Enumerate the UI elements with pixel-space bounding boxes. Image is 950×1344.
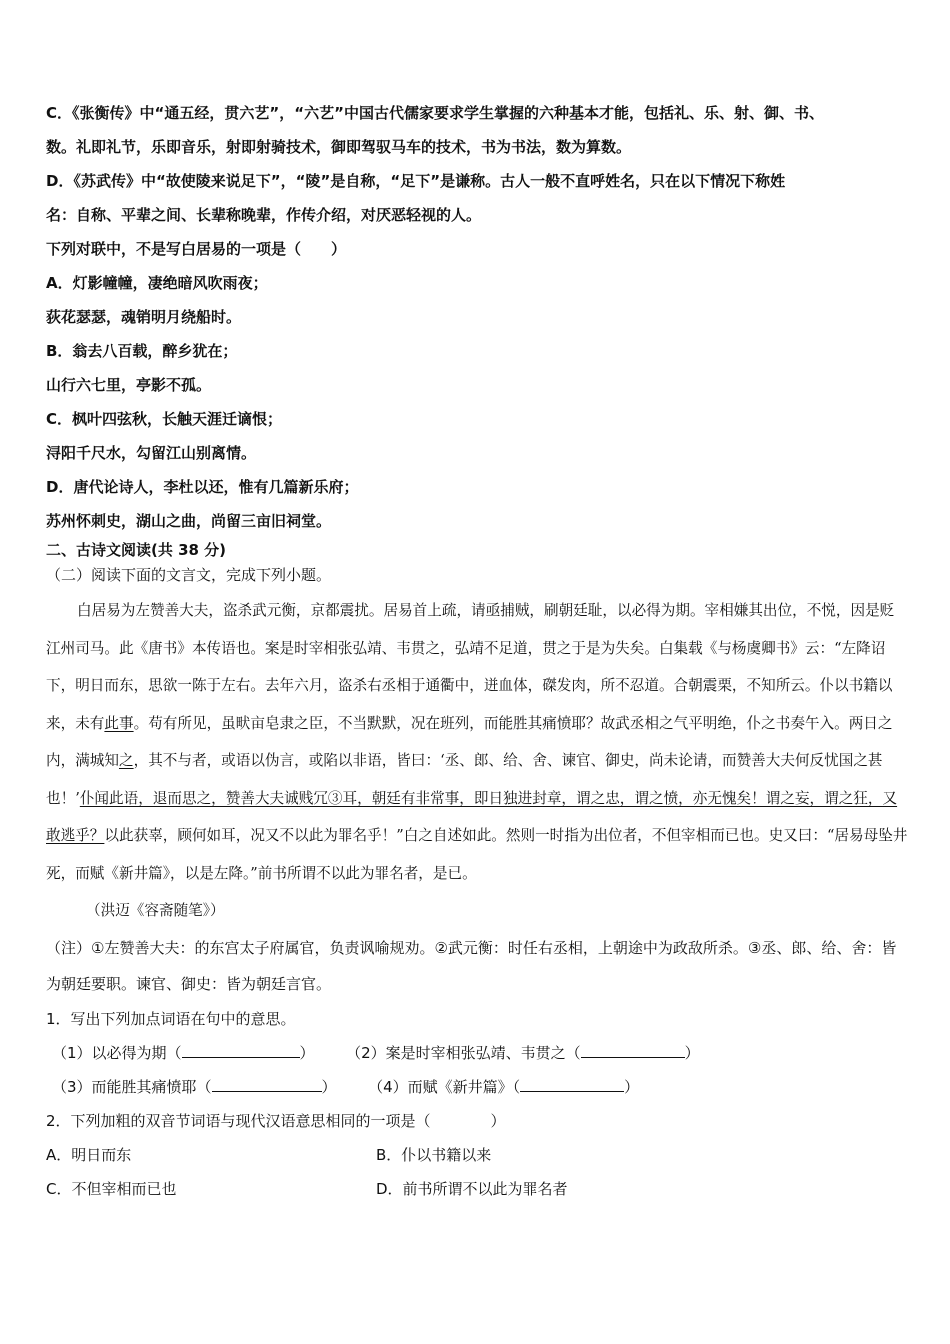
question-couplet: 下列对联中，不是写白居易的一项是（ ）	[46, 240, 347, 258]
option-d-line1: D．《苏武传》中“故使陵来说足下”，“陵”是自称，“足下”是谦称。古人一般不直呼姓名，只在以下情况下称姓	[46, 172, 786, 190]
question-2-options-row-1	[46, 1138, 908, 1172]
annotation-note: （注）①左赞善大夫：的东宫太子府属官，负责讽喻规劝。②武元衡：时任右丞相，上朝途中为政敌所杀。③丞、郎、给、舍：皆为朝廷要职。谏官、御史：皆为朝廷言官。	[46, 938, 897, 993]
q1-item-4-blank[interactable]	[520, 1077, 624, 1092]
option-c-line1: C．《张衡传》中“通五经，贯六艺”，“六艺”中国古代儒家要求学生掌握的六种基本才能，包括礼、乐、射、御、书、	[46, 104, 824, 122]
q1-item-2-text: （2）案是时宰相张弘靖、韦贯之（	[346, 1043, 581, 1062]
document-page	[46, 96, 908, 1206]
question-2-options-row-2	[46, 1172, 908, 1206]
q2-option-a[interactable]: A．明日而东	[46, 1145, 132, 1164]
underlined-sentence: 仆闻此语，退而思之，赞善大夫诚贱冗③耳，朝廷有非常事，即日独进封章，谓之忠，谓之愤，亦无愧矣！谓之妄，谓之狂，又敢逃乎？	[46, 789, 898, 844]
q1-item-2-close: ）	[684, 1043, 700, 1062]
q1-item-3-text: （3）而能胜其痛愤耶（	[52, 1077, 212, 1096]
question-1-row-1	[46, 1036, 908, 1070]
q1-item-1-blank[interactable]	[182, 1043, 300, 1058]
q1-item-3-blank[interactable]	[212, 1077, 322, 1092]
question-1-row-2	[46, 1070, 908, 1104]
subsection-title: （二）阅读下面的文言文，完成下列小题。	[46, 566, 332, 584]
couplet-c-line1: C．枫叶四弦秋，长触天涯迁谪恨；	[46, 410, 283, 428]
couplet-b-line1: B．翁去八百载，醉乡犹在；	[46, 342, 238, 360]
q1-item-3-close: ）	[321, 1077, 337, 1096]
passage-part-4: 以此获辜，顾何如耳，况又不以此为罪名乎！”白之自述如此。然则一时指为出位者，不但宰相而已也。史又曰：“居易母坠井死，而赋《新井篇》，以是左降。”前书所谓不以此为罪名者，是已。	[46, 827, 908, 882]
underlined-word-zhi: 之	[118, 752, 134, 769]
q2-option-d[interactable]: D．前书所谓不以此为罪名者	[376, 1179, 568, 1198]
underlined-word-this-matter: 此事	[104, 714, 134, 732]
couplet-options	[46, 266, 908, 538]
q1-item-2-blank[interactable]	[581, 1043, 685, 1058]
couplet-b-line2: 山行六七里，亭影不孤。	[46, 376, 212, 394]
couplet-a-line2: 荻花瑟瑟，魂销明月绕船时。	[46, 308, 242, 326]
passage-part-2: 。苟有所见，虽畎亩皂隶之臣，不当默默，况在班列，而能胜其痛愤耶？故武丞相之气平明绝，仆之书奏午入。两日之内，满城知	[46, 714, 893, 769]
q2-option-c[interactable]: C．不但宰相而已也	[46, 1179, 177, 1198]
passage-source: （洪迈《容斋随笔》）	[86, 902, 225, 919]
couplet-d-line2: 苏州怀刺史，湖山之曲，尚留三亩旧祠堂。	[46, 512, 332, 530]
q1-item-1-close: ）	[299, 1043, 315, 1062]
classical-passage	[46, 592, 908, 892]
couplet-a-line1: A．灯影幢幢，凄绝暗风吹雨夜；	[46, 274, 268, 292]
option-d-line2: 名：自称、平辈之间、长辈称晚辈，作传介绍，对厌恶轻视的人。	[46, 206, 482, 224]
q2-option-b[interactable]: B．仆以书籍以来	[376, 1145, 492, 1164]
couplet-c-line2: 浔阳千尺水，勾留江山别离情。	[46, 444, 257, 462]
q1-item-1-text: （1）以必得为期（	[52, 1043, 182, 1062]
q1-item-4-text: （4）而赋《新井篇》（	[368, 1077, 521, 1096]
passage-part-3: ，其不与者，或语以伪言，或陷以非语，皆曰：‘丞、郎、给、舍、谏官、御史，尚未论请，而赞善大夫何反忧国之甚也！’	[46, 752, 883, 807]
couplet-d-line1: D．唐代论诗人，李杜以还，惟有几篇新乐府；	[46, 478, 359, 496]
option-c-line2: 数。礼即礼节，乐即音乐，射即射骑技术，御即驾驭马车的技术，书为书法，数为算数。	[46, 138, 632, 156]
question-1-title: 1．写出下列加点词语在句中的意思。	[46, 1009, 296, 1028]
passage-part-1: 白居易为左赞善大夫，盗杀武元衡，京都震扰。居易首上疏，请亟捕贼，刷朝廷耻，以必得为期。宰相嫌其出位，不悦，因是贬江州司马。此《唐书》本传语也。案是时宰相张弘靖、韦贯之，弘靖不足道，贯之于是为失矣。白集载《与杨虞卿书》云：“左降诏下，明日而东，思欲一陈于左右。去年六月，盗杀右丞相于通衢中，迸血体，磔发肉，所不忍道。合朝震栗，不知所云。仆以书籍以来，未有	[46, 602, 895, 732]
q1-item-4-close: ）	[624, 1077, 640, 1096]
question-2-title: 2．下列加粗的双音节词语与现代汉语意思相同的一项是（ ）	[46, 1111, 506, 1130]
section-title: 二、古诗文阅读(共 38 分)	[46, 541, 227, 559]
